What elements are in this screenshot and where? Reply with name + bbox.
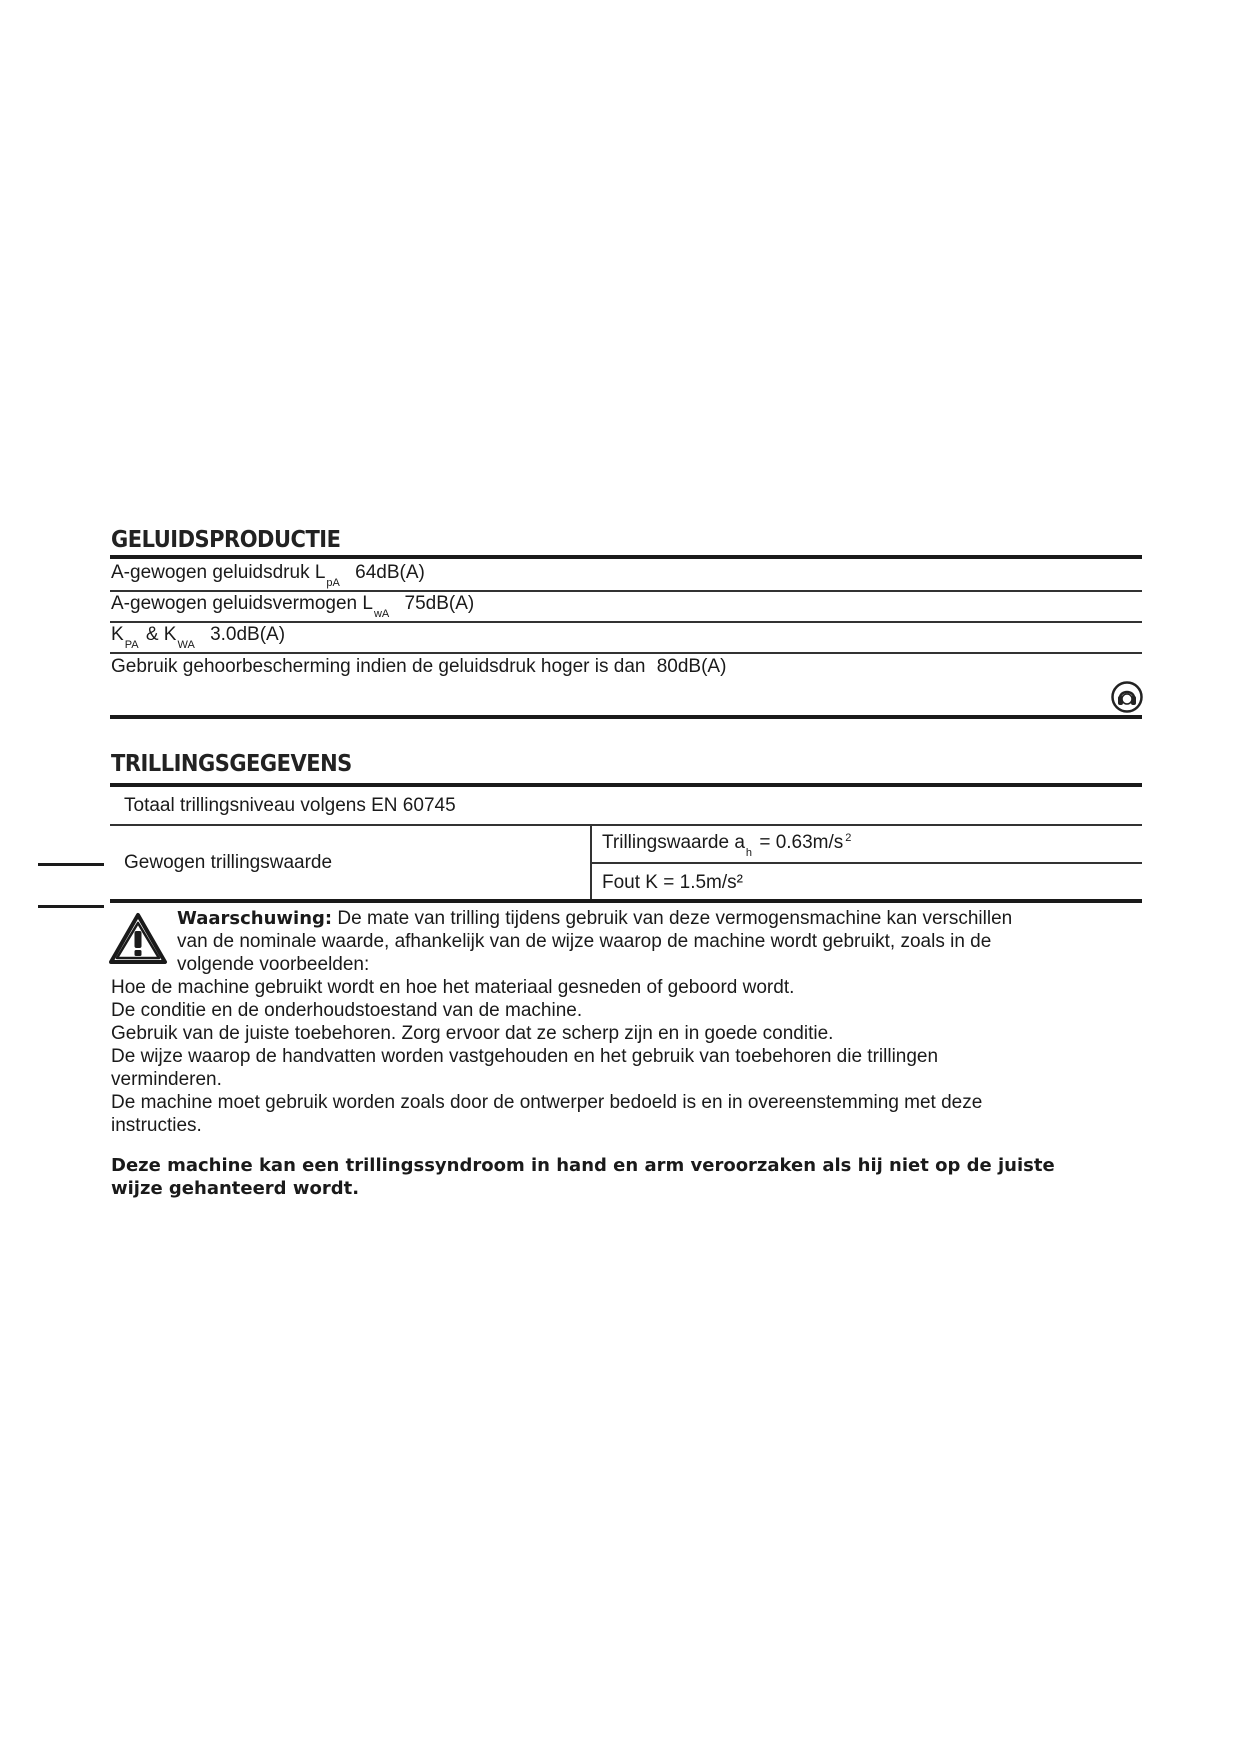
noise-row-power-value: 75dB(A)	[404, 593, 475, 614]
noise-top-rule	[110, 555, 1142, 559]
final-warning-line1: Deze machine kan een trillingssyndroom in hand en arm veroorzaken als hij niet op de juiste	[111, 1155, 1055, 1176]
warning-line: Hoe de machine gebruikt wordt en hoe het materiaal gesneden of geboord wordt.	[111, 977, 795, 998]
noise-row-pressure-sub: pA	[326, 577, 340, 589]
ear-protection-icon	[1111, 681, 1143, 713]
noise-row-k2: K	[163, 624, 177, 645]
noise-row-pressure-value: 64dB(A)	[355, 562, 425, 583]
noise-heading: GELUIDSPRODUCTIE	[111, 526, 341, 553]
noise-row-uncertainty	[111, 624, 286, 651]
divider	[110, 621, 1142, 623]
warning-line: Gebruik van de juiste toebehoren. Zorg ervoor dat ze scherp zijn en in goede conditie.	[111, 1023, 834, 1044]
warning-label: Waarschuwing:	[177, 908, 333, 929]
vibration-value-sup: 2	[845, 832, 852, 844]
noise-row-power	[111, 593, 475, 620]
noise-row-power-label: A-gewogen geluidsvermogen L	[111, 593, 373, 614]
warning-intro-line2: van de nominale waarde, afhankelijk van de wijze waarop de machine wordt gebruikt, zoals in de	[177, 931, 992, 952]
vibration-heading: TRILLINGSGEGEVENS	[111, 750, 352, 777]
divider	[110, 590, 1142, 592]
vibration-total-label: Totaal trillingsniveau volgens EN 60745	[124, 795, 456, 816]
noise-row-uncertainty-value: 3.0dB(A)	[210, 624, 286, 645]
noise-row-power-sub: wA	[373, 608, 390, 620]
warning-intro-line1: De mate van trilling tijdens gebruik van deze vermogensmachine kan verschillen	[337, 908, 1013, 929]
noise-row-pressure	[111, 562, 425, 589]
warning-line: instructies.	[111, 1115, 202, 1136]
vibration-top-rule	[110, 783, 1142, 787]
vibration-error: Fout K = 1.5m/s²	[602, 872, 743, 893]
noise-bottom-rule	[110, 715, 1142, 719]
margin-mark	[38, 905, 104, 908]
warning-line: De wijze waarop de handvatten worden vastgehouden en het gebruik van toebehoren die trillingen	[111, 1046, 939, 1067]
noise-row-pressure-label: A-gewogen geluidsdruk L	[111, 562, 326, 583]
warning-line: De machine moet gebruik worden zoals door de ontwerper bedoeld is en in overeenstemming met deze	[111, 1092, 983, 1113]
vibration-bottom-rule	[110, 899, 1142, 903]
margin-mark	[38, 863, 104, 866]
noise-row-amp: &	[145, 624, 159, 645]
noise-row-k1: K	[111, 624, 124, 645]
vibration-value-eq: = 0.63m/s	[759, 832, 844, 853]
divider	[110, 652, 1142, 654]
noise-row-protection	[111, 656, 726, 678]
final-warning	[111, 1154, 1151, 1200]
vibration-value-sub: h	[745, 847, 753, 859]
warning-triangle-icon	[108, 912, 168, 966]
noise-row-k1-sub: PA	[124, 639, 139, 651]
noise-row-protection-label: Gebruik gehoorbescherming indien de geluidsdruk hoger is dan	[111, 656, 646, 677]
vibration-value-label: Trillingswaarde a	[602, 832, 745, 853]
warning-line: De conditie en de onderhoudstoestand van de machine.	[111, 1000, 583, 1021]
noise-row-protection-value: 80dB(A)	[656, 656, 727, 677]
warning-line: verminderen.	[111, 1069, 222, 1090]
vibration-weighted-label: Gewogen trillingswaarde	[124, 852, 333, 873]
final-warning-line2: wijze gehanteerd wordt.	[111, 1178, 360, 1199]
vibration-value	[602, 832, 852, 859]
warning-intro	[177, 907, 1157, 976]
warning-intro-line3: volgende voorbeelden:	[177, 954, 370, 975]
divider	[110, 824, 1142, 826]
noise-row-k2-sub: WA	[177, 639, 195, 651]
divider	[590, 862, 1142, 864]
warning-examples	[111, 976, 1151, 1137]
